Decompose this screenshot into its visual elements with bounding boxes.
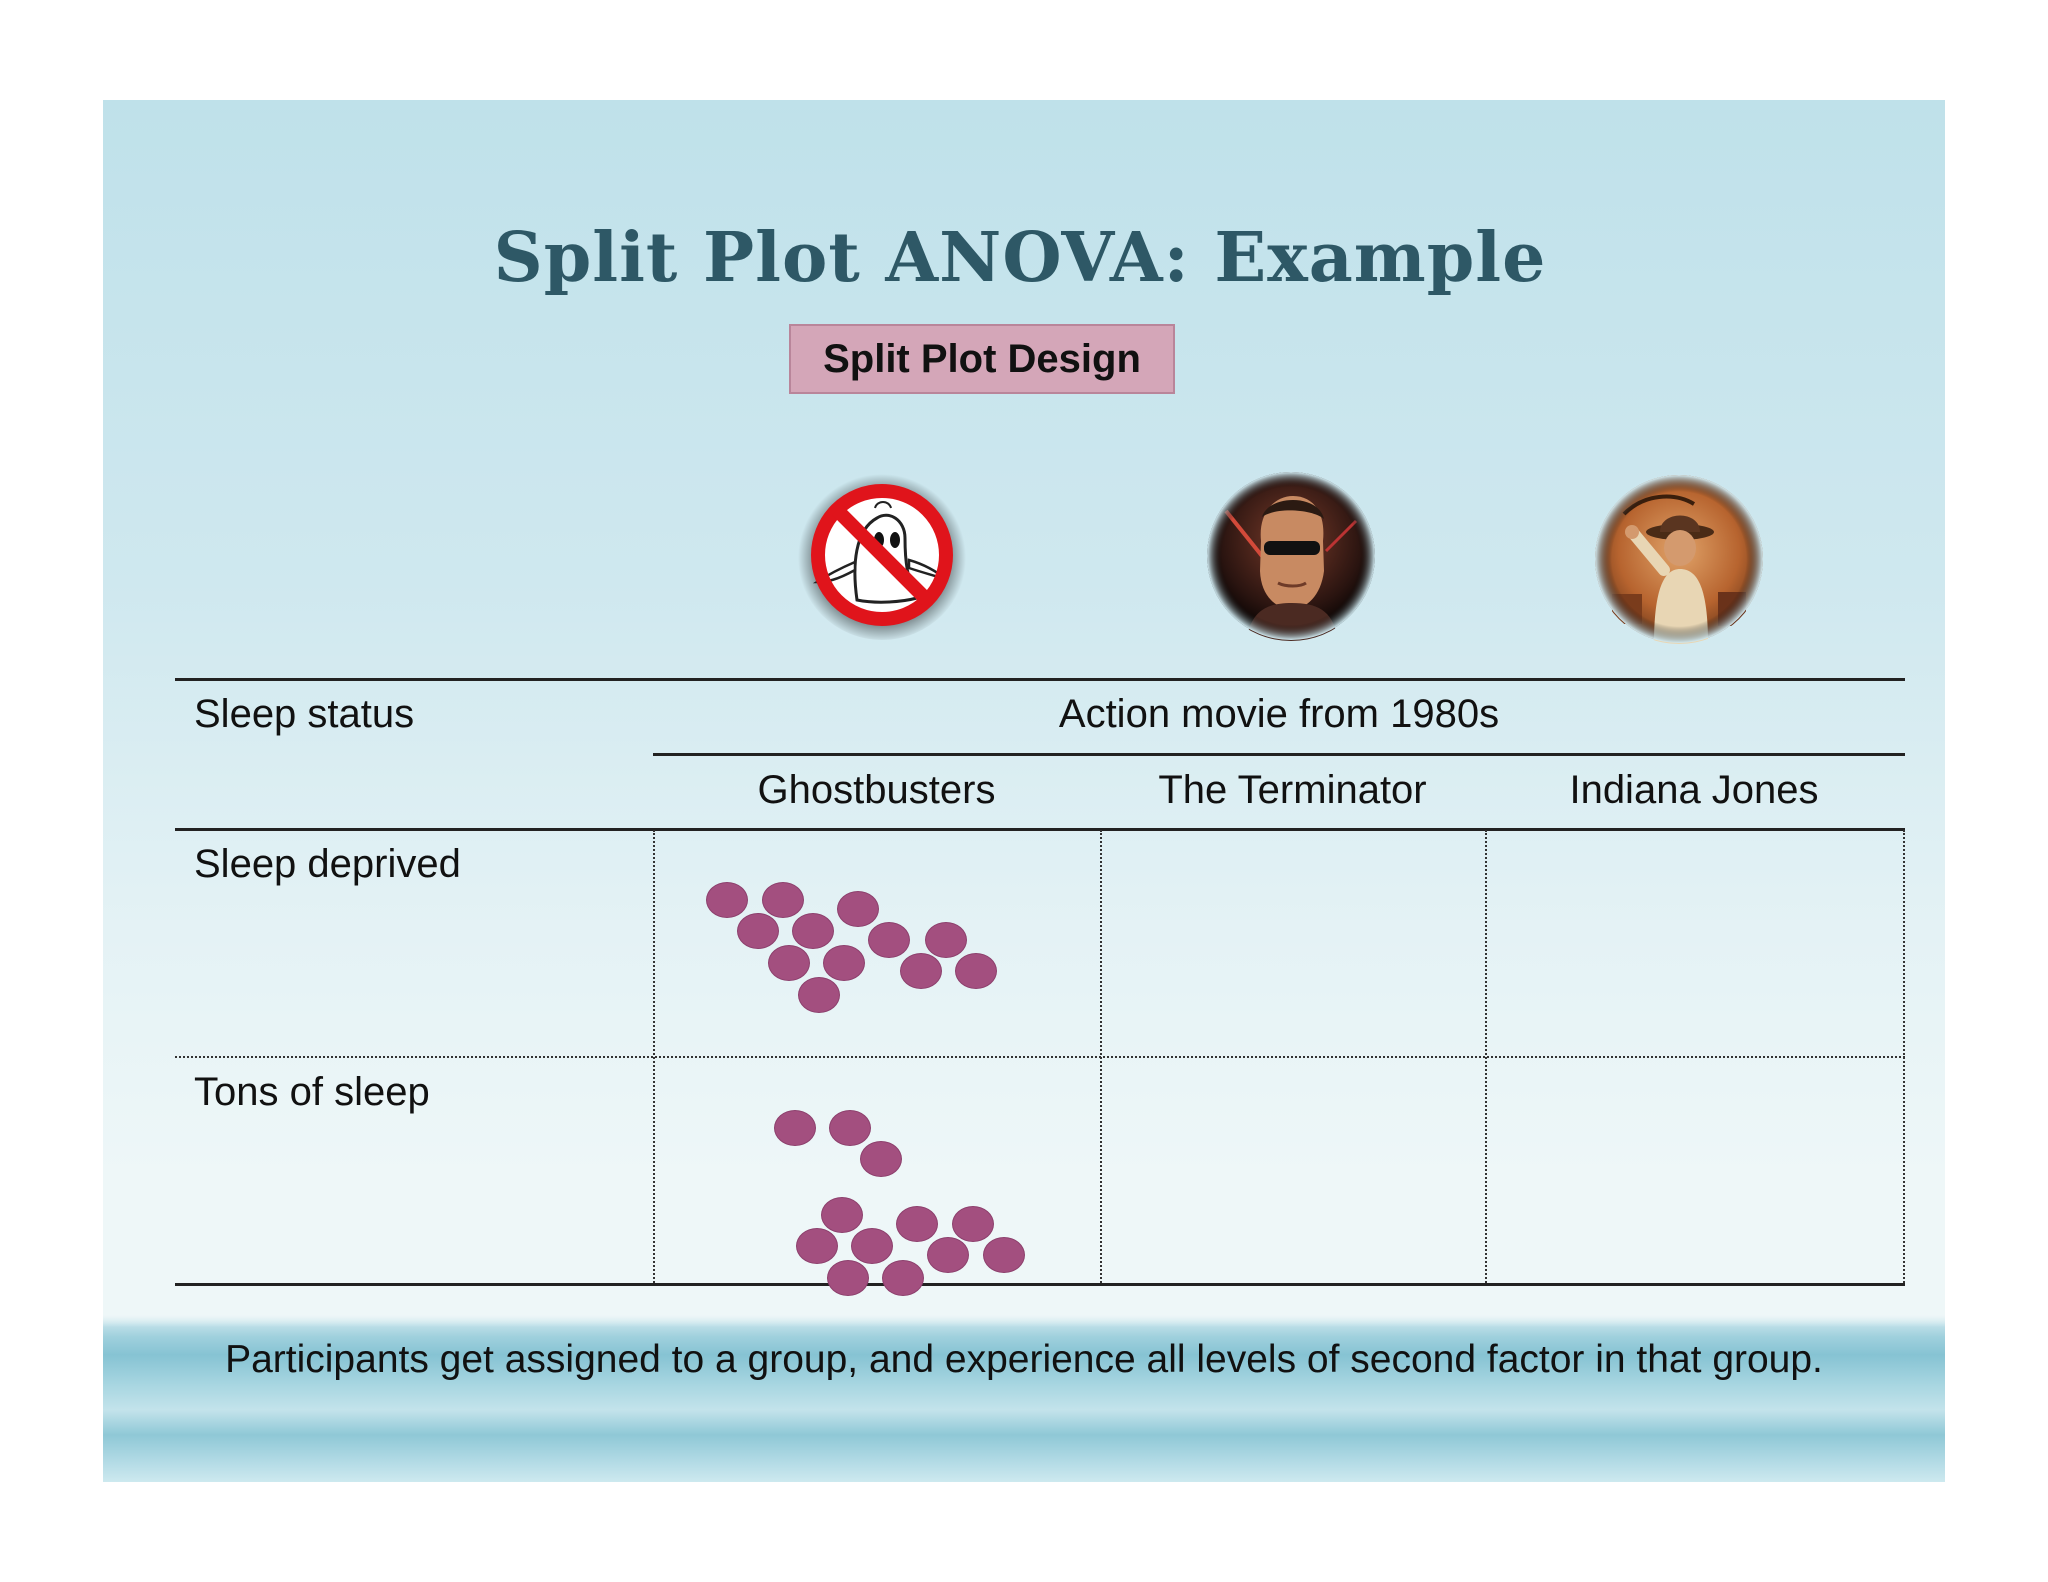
participant-dot xyxy=(792,913,834,949)
participant-dot xyxy=(827,1260,869,1296)
participant-dot xyxy=(882,1260,924,1296)
column-divider xyxy=(653,830,655,1283)
row-label-sleep-deprived: Sleep deprived xyxy=(194,842,461,886)
participant-dot xyxy=(821,1197,863,1233)
participant-dot xyxy=(837,891,879,927)
participant-dot xyxy=(927,1237,969,1273)
participant-dot xyxy=(796,1228,838,1264)
table-top-rule xyxy=(175,678,1905,681)
participant-dot xyxy=(762,882,804,918)
design-badge: Split Plot Design xyxy=(789,324,1175,394)
participant-dot xyxy=(925,922,967,958)
participant-dot xyxy=(768,945,810,981)
slide xyxy=(103,100,1945,1482)
participant-dot xyxy=(900,953,942,989)
participant-dot xyxy=(983,1237,1025,1273)
column-header-ghostbusters: Ghostbusters xyxy=(757,768,996,812)
participant-dot xyxy=(774,1110,816,1146)
participant-dot xyxy=(829,1110,871,1146)
column-divider xyxy=(1100,830,1102,1283)
row-divider xyxy=(175,1056,1905,1058)
participant-dot xyxy=(798,977,840,1013)
ghostbusters-logo-icon xyxy=(797,470,967,640)
row-label-tons-of-sleep: Tons of sleep xyxy=(194,1070,430,1114)
row-factor-header: Sleep status xyxy=(194,692,415,736)
table-bottom-rule xyxy=(175,1283,1905,1286)
column-factor-header: Action movie from 1980s xyxy=(1058,692,1500,736)
participant-dot xyxy=(896,1206,938,1242)
participant-dot xyxy=(706,882,748,918)
slide-title: Split Plot ANOVA: Example xyxy=(493,218,1547,298)
slide-footer-caption: Participants get assigned to a group, and experience all levels of second factor in that group. xyxy=(225,1338,1823,1381)
participant-dot xyxy=(737,913,779,949)
table-header-rule xyxy=(175,828,1905,831)
column-group-rule xyxy=(653,753,1905,756)
terminator-portrait-icon xyxy=(1206,471,1376,641)
column-header-terminator: The Terminator xyxy=(1158,768,1427,812)
indiana-jones-portrait-icon xyxy=(1594,474,1764,644)
column-divider xyxy=(1903,830,1905,1283)
column-header-indiana-jones: Indiana Jones xyxy=(1569,768,1819,812)
participant-dot xyxy=(823,945,865,981)
column-divider xyxy=(1485,830,1487,1283)
participant-dot xyxy=(952,1206,994,1242)
participant-dot xyxy=(868,922,910,958)
participant-dot xyxy=(955,953,997,989)
participant-dot xyxy=(851,1228,893,1264)
participant-dot xyxy=(860,1141,902,1177)
